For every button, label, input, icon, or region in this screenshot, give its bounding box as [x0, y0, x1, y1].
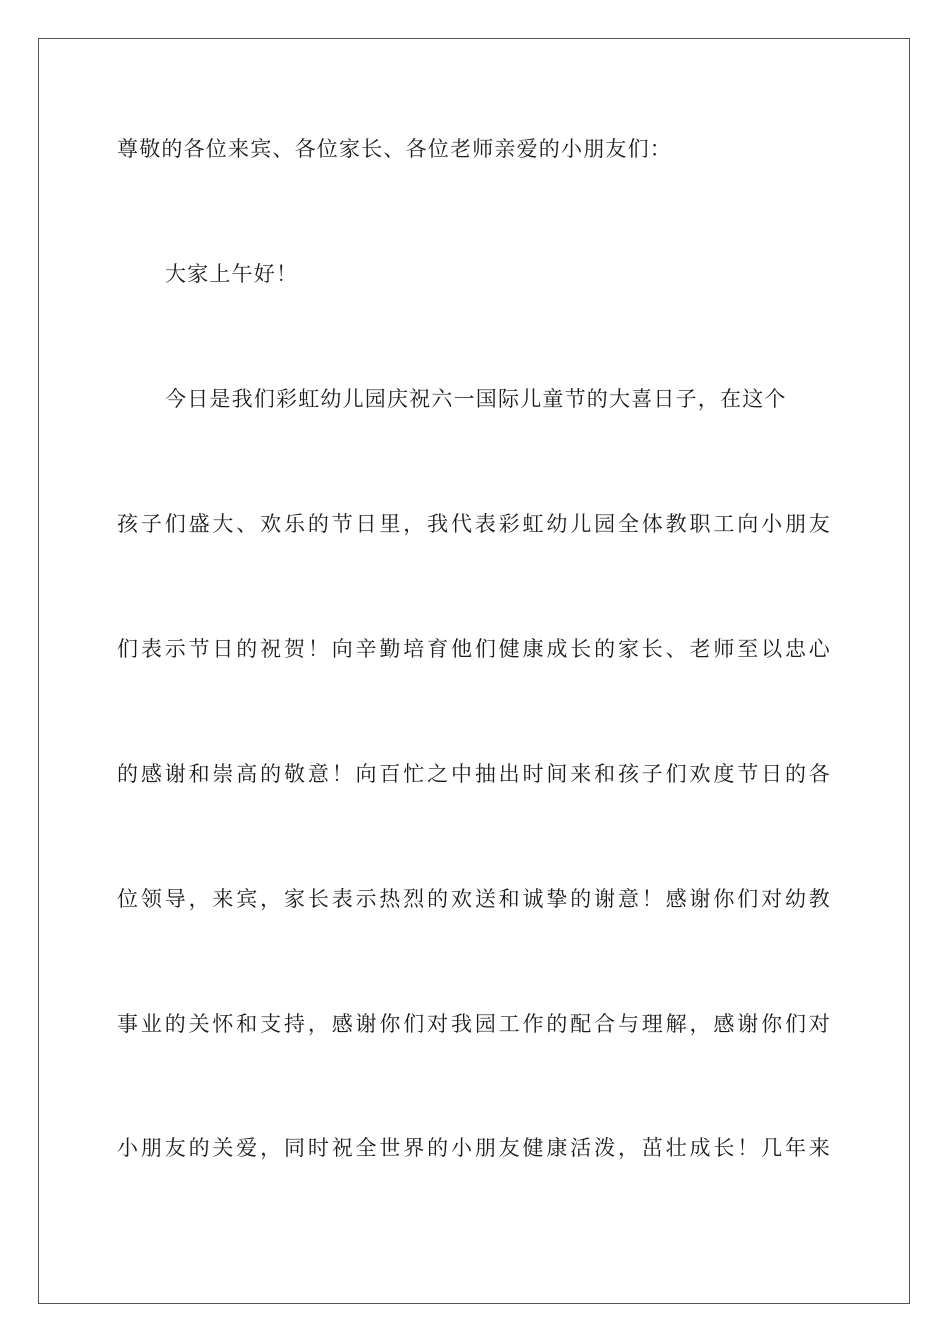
paragraph-line-7: 小朋友的关爱，同时祝全世界的小朋友健康活泼，茁壮成长！几年来	[117, 1136, 831, 1160]
paragraph-line-2: 孩子们盛大、欢乐的节日里，我代表彩虹幼儿园全体教职工向小朋友	[117, 512, 831, 536]
paragraph-line-4: 的感谢和崇高的敬意！向百忙之中抽出时间来和孩子们欢度节日的各	[117, 762, 831, 786]
salutation-line: 大家上午好！	[165, 262, 299, 286]
greeting-line: 尊敬的各位来宾、各位家长、各位老师亲爱的小朋友们：	[117, 137, 672, 161]
paragraph-line-6: 事业的关怀和支持，感谢你们对我园工作的配合与理解，感谢你们对	[117, 1012, 831, 1036]
paragraph-line-1: 今日是我们彩虹幼儿园庆祝六一国际儿童节的大喜日子，在这个	[165, 387, 787, 411]
page-border	[38, 38, 910, 1304]
paragraph-line-3: 们表示节日的祝贺！向辛勤培育他们健康成长的家长、老师至以忠心	[117, 637, 831, 661]
paragraph-line-5: 位领导，来宾，家长表示热烈的欢送和诚挚的谢意！感谢你们对幼教	[117, 887, 831, 911]
